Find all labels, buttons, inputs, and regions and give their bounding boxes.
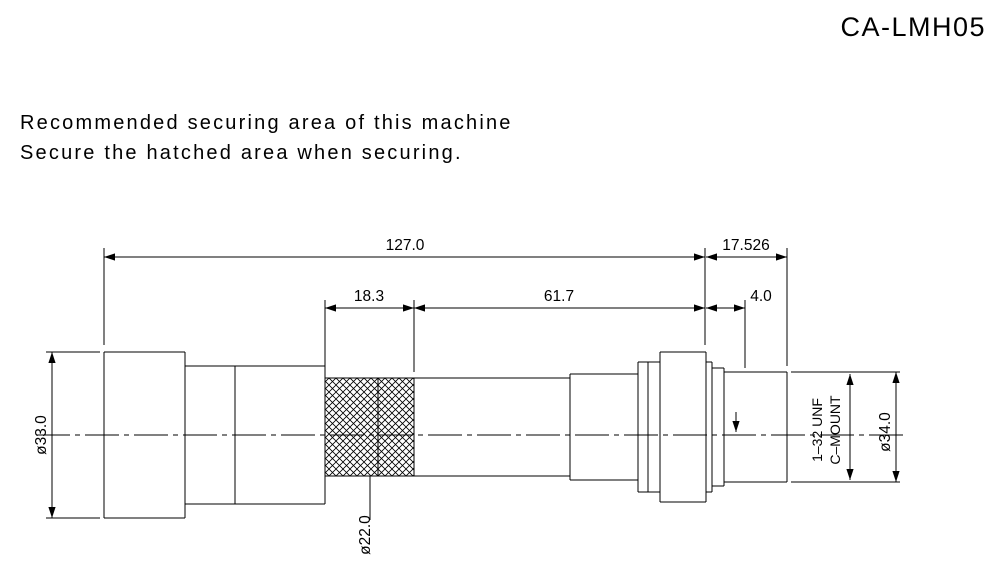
dim-text-front-diameter: ø33.0 [33, 415, 50, 455]
extension-lines [46, 248, 900, 520]
label-mount-type: C–MOUNT [827, 395, 843, 465]
note-line-1: Recommended securing area of this machine [20, 112, 513, 134]
dimension-text-group [33, 237, 894, 555]
dim-text-mid-length: 61.7 [543, 288, 575, 305]
part-number-label: CA-LMH05 [840, 12, 986, 42]
body-washer [706, 362, 712, 492]
note-line-2: Secure the hatched area when securing. [20, 142, 463, 164]
dim-text-rear-length: 17.526 [722, 237, 770, 254]
dim-text-rear-diameter: ø34.0 [877, 412, 894, 452]
label-mount-thread: 1–32 UNF [809, 398, 825, 462]
body-mid-tube [414, 378, 570, 476]
dim-text-overall-length: 127.0 [385, 237, 425, 254]
body-rear-flange [660, 352, 706, 502]
dim-text-hatched-length: 18.3 [353, 288, 385, 305]
body-c-mount [712, 368, 787, 486]
dim-text-hatched-diameter: ø22.0 [357, 515, 374, 555]
dim-text-rear-step: 4.0 [750, 288, 772, 305]
hatched-securing-area [325, 378, 414, 476]
body-collar-ring [638, 362, 660, 492]
body-step-up [570, 374, 638, 480]
